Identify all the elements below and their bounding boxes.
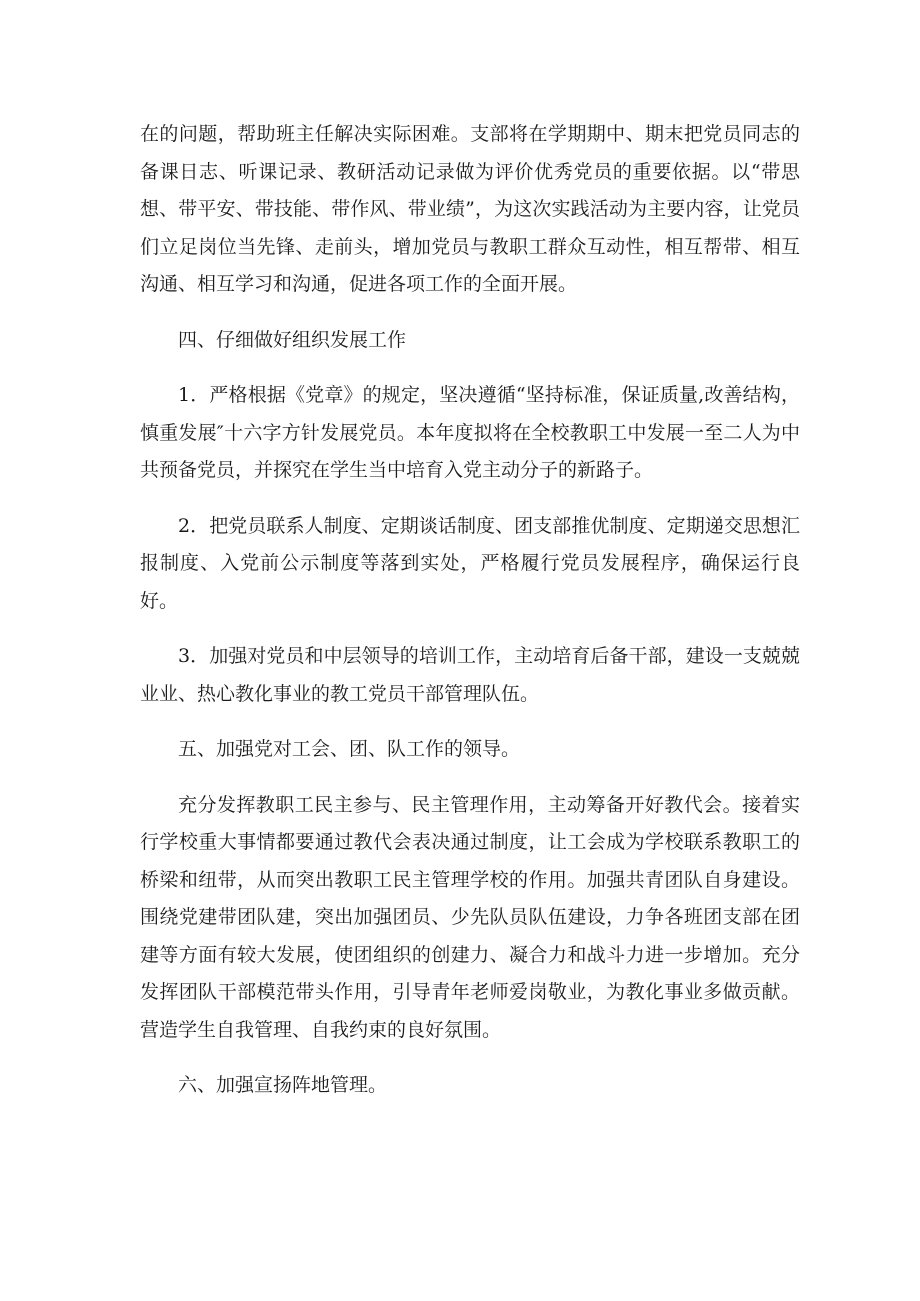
section-heading-4: 四、仔细做好组织发展工作: [178, 328, 407, 351]
paragraph-item-3: 3．加强对党员和中层领导的培训工作，主动培育后备干部，建设一支兢兢业业、热心教化事业的教工党员干部管理队伍。: [140, 645, 800, 705]
paragraph-item-2: 2．把党员联系人制度、定期谈话制度、团支部推优制度、定期递交思想汇报制度、入党前公示制度等落到实处，严格履行党员发展程序，确保运行良好。: [140, 514, 800, 612]
section-heading-6: 六、加强宣扬阵地管理。: [178, 1074, 388, 1096]
paragraph-1: 在的问题，帮助班主任解决实际困难。支部将在学期期中、期末把党员同志的备课日志、听课记录、教研活动记录做为评价优秀党员的重要依据。以“带思想、带平安、带技能、带作风、带业绩”，为这次实践活动为主要内容，让党员们立足岗位当先锋、走前头，增加党员与教职工群众互动性，相互帮带、相互沟通、相互学习和沟通，促进各项工作的全面开展。: [140, 123, 800, 295]
section-heading-5: 五、加强党对工会、团、队工作的领导。: [178, 738, 521, 760]
paragraph-union-work: 充分发挥教职工民主参与、民主管理作用，主动筹备开好教代会。接着实行学校重大事情都要通过教代会表决通过制度，让工会成为学校联系教职工的桥梁和纽带，从而突出教职工民主管理学校的作用。加强共青团队自身建设。围绕党建带团队建，突出加强团员、少先队员队伍建设，力争各班团支部在团建等方面有较大发展，使团组织的创建力、凝合力和战斗力进一步增加。充分发挥团队干部模范带头作用，引导青年老师爱岗敬业，为教化事业多做贡献。营造学生自我管理、自我约束的良好氛围。: [140, 793, 800, 1041]
paragraph-item-1: 1．严格根据《党章》的规定，坚决遵循“坚持标准，保证质量,改善结构，慎重发展″十六字方针发展党员。本年度拟将在全校教职工中发展一至二人为中共预备党员，并探究在学生当中培育入党主动分子的新路子。: [140, 384, 800, 481]
